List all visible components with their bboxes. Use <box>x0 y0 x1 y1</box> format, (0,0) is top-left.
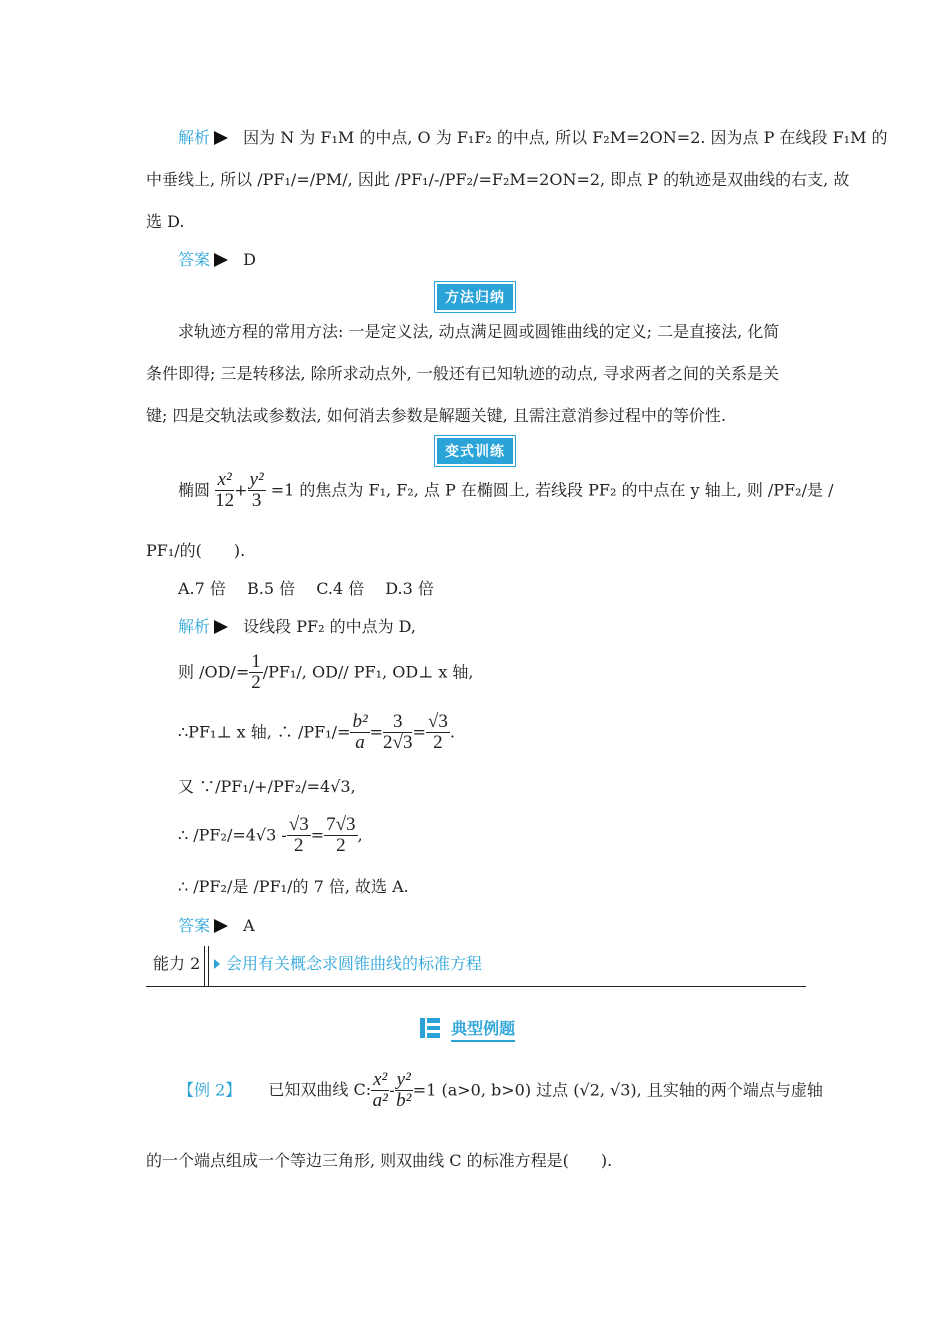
method-line-2: 条件即得; 三是转移法, 除所求动点外, 一般还有已知轨迹的动点, 寻求两者之间的关系是关 <box>146 364 779 383</box>
numerator: b² <box>352 711 368 732</box>
method-line-1: 求轨迹方程的常用方法: 一是定义法, 动点满足圆或圆锥曲线的定义; 二是直接法, 化简 <box>178 322 780 341</box>
question-line-2: PF₁/的( ). <box>146 541 246 560</box>
denominator: b² <box>396 1089 412 1111</box>
section-icon <box>420 1018 440 1038</box>
numerator: x² <box>373 1069 388 1090</box>
equals-sign: = <box>310 825 325 845</box>
fraction <box>248 470 266 512</box>
numerator: 7√3 <box>326 814 356 835</box>
text: ∴ /PF₂/=4√3 - <box>178 825 287 845</box>
fraction <box>324 815 357 857</box>
denominator: 12 <box>215 489 235 511</box>
answer-value: D <box>243 250 256 269</box>
fraction <box>371 1070 389 1112</box>
numerator: 3 <box>383 712 412 733</box>
text: /PF₁/, OD// PF₁, OD⊥ x 轴, <box>262 662 474 682</box>
comma: , <box>357 825 363 845</box>
answer-label: 答案 <box>178 250 211 269</box>
text: 则 /OD/= <box>178 662 250 682</box>
text: ∴PF₁⊥ x 轴, ∴ /PF₁/= <box>178 722 351 742</box>
question-text: =1 的焦点为 F₁, F₂, 点 P 在椭圆上, 若线段 PF₂ 的中点在 y 轴上, 则 /PF₂/是 / <box>270 480 834 500</box>
ability-title-text: 会用有关概念求圆锥曲线的标准方程 <box>226 954 483 973</box>
solution-label: 解析 <box>178 128 211 147</box>
numerator: x² <box>215 470 234 491</box>
answer-line-2 <box>178 916 255 935</box>
divider <box>146 986 806 987</box>
triangle-icon <box>214 131 228 145</box>
numerator: √3 <box>427 711 448 732</box>
answer-line-1 <box>178 250 256 269</box>
divider <box>208 946 209 986</box>
fraction <box>383 712 412 754</box>
ability-tag: 能力 2 <box>153 954 201 973</box>
text: =1 (a>0, b>0) 过点 (√2, √3), 且实轴的两个端点与虚轴 <box>412 1080 823 1100</box>
numerator: 1 <box>251 651 261 672</box>
numerator: y² <box>396 1069 411 1090</box>
fraction <box>426 712 450 754</box>
typical-example-header <box>420 1018 515 1038</box>
denominator: a² <box>372 1089 388 1111</box>
solution2-line-2 <box>178 652 474 694</box>
triangle-icon <box>214 620 228 634</box>
example-tag: 【例 2】 <box>178 1080 242 1100</box>
minus-sign: - <box>389 1080 395 1100</box>
solution-text: 因为 N 为 F₁M 的中点, O 为 F₁F₂ 的中点, 所以 F₂M=2ON=2. 因为点 P 在线段 F₁M 的 <box>243 128 888 147</box>
solution-line-3: 选 D. <box>146 212 185 231</box>
text: 已知双曲线 C: <box>268 1080 372 1100</box>
denominator: 2 <box>433 731 443 753</box>
denominator: 2 <box>336 834 346 856</box>
example2-line-2: 的一个端点组成一个等边三角形, 则双曲线 C 的标准方程是( ). <box>146 1151 613 1170</box>
divider <box>204 946 205 986</box>
method-summary-badge: 方法归纳 <box>437 284 513 310</box>
equals-sign: = <box>369 722 384 742</box>
variant-training-badge: 变式训练 <box>437 438 513 464</box>
solution2-line-4: 又 ∵/PF₁/+/PF₂/=4√3, <box>178 777 356 796</box>
answer-value: A <box>243 916 255 935</box>
solution2-line-1 <box>178 617 416 636</box>
fraction <box>350 712 369 754</box>
question-line-1 <box>178 470 833 512</box>
solution-line-1 <box>178 128 888 147</box>
solution-line-2: 中垂线上, 所以 /PF₁/=/PM/, 因此 /PF₁/-/PF₂/=F₂M=2ON=2, 即点 P 的轨迹是双曲线的右支, 故 <box>146 170 850 189</box>
period: . <box>449 722 455 742</box>
answer-label: 答案 <box>178 916 211 935</box>
fraction <box>287 815 311 857</box>
plus-sign: + <box>234 480 248 500</box>
solution-text: 设线段 PF₂ 的中点为 D, <box>243 617 416 636</box>
fraction <box>395 1070 413 1112</box>
denominator: 2 <box>251 671 261 693</box>
solution2-line-3 <box>178 712 455 754</box>
triangle-icon <box>214 919 228 933</box>
solution-label: 解析 <box>178 617 211 636</box>
numerator: y² <box>249 469 264 490</box>
triangle-icon <box>214 253 228 267</box>
denominator: 3 <box>251 489 262 511</box>
solution2-line-6: ∴ /PF₂/是 /PF₁/的 7 倍, 故选 A. <box>178 877 409 896</box>
fraction <box>215 470 234 512</box>
denominator: 2√3 <box>383 731 413 753</box>
typical-example-title: 典型例题 <box>451 1019 515 1042</box>
ability-title <box>214 954 482 973</box>
arrow-icon <box>214 959 220 969</box>
question-options: A.7 倍 B.5 倍 C.4 倍 D.3 倍 <box>178 579 434 598</box>
method-line-3: 键; 四是交轨法或参数法, 如何消去参数是解题关键, 且需注意消参过程中的等价性. <box>146 406 726 425</box>
fraction <box>249 652 263 694</box>
question-prefix: 椭圆 <box>178 480 211 500</box>
solution2-line-5 <box>178 815 363 857</box>
denominator: a <box>355 731 365 753</box>
example2-line-1 <box>178 1070 823 1112</box>
denominator: 2 <box>294 834 304 856</box>
equals-sign: = <box>412 722 426 742</box>
numerator: √3 <box>288 814 309 835</box>
